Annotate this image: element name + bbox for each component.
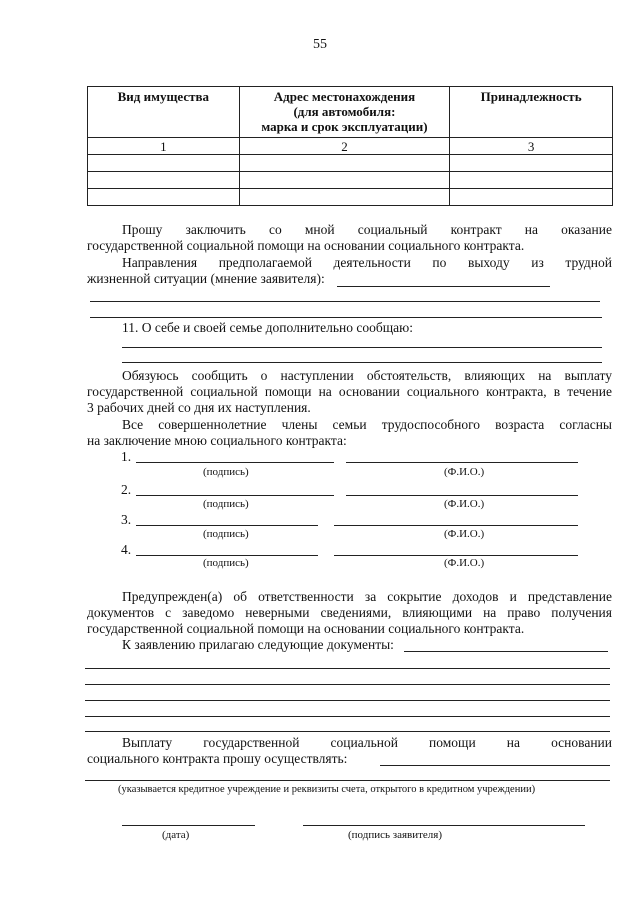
table-row [88, 172, 613, 189]
table-number-row [88, 138, 613, 155]
attach-label: К заявлению прилагаю следующие документы: [122, 637, 394, 652]
signature-number: 1. [121, 449, 132, 464]
directions-fill-line [90, 317, 602, 318]
table-header-row [88, 87, 613, 138]
attach-fill-line [85, 668, 610, 669]
fio-caption: (Ф.И.О.) [444, 528, 485, 540]
header-address-line: марка и срок эксплуатации) [261, 119, 428, 134]
signature-line [136, 462, 334, 463]
directions-line: жизненной ситуации (мнение заявителя): [87, 271, 325, 286]
directions-fill-line [90, 301, 600, 302]
attach-fill-line [85, 716, 610, 717]
attach-fill-line [85, 731, 610, 732]
members-line: Все совершеннолетние члены семьи трудоспособного возраста согласны [122, 417, 612, 432]
applicant-signature-line [303, 825, 585, 826]
attach-fill-line [85, 684, 610, 685]
warning-line: документов с заведомо неверными сведениями, влияющими на право получения [87, 605, 612, 620]
fio-caption: (Ф.И.О.) [444, 498, 485, 510]
fio-caption: (Ф.И.О.) [444, 466, 485, 478]
about-family-label: 11. О себе и своей семье дополнительно сообщаю: [122, 320, 413, 335]
payment-line: социального контракта прошу осуществлять: [87, 751, 348, 766]
signature-caption: (подпись) [203, 557, 249, 569]
signature-number: 2. [121, 482, 132, 497]
payment-fill-line [380, 765, 610, 766]
date-line [122, 825, 255, 826]
about-family-fill-line [122, 362, 602, 363]
attach-fill-line [85, 700, 610, 701]
signature-caption: (подпись) [203, 498, 249, 510]
header-address [239, 87, 450, 138]
members-line: на заключение мною социального контракта: [87, 433, 347, 448]
bank-caption: (указывается кредитное учреждение и реквизиты счета, открытого в кредитном учреждении) [118, 784, 536, 795]
signature-line [136, 495, 334, 496]
table-row [88, 189, 613, 206]
contract-request-line: государственной социальной помощи на основании социального контракта. [87, 238, 525, 253]
signature-caption: (подпись) [203, 466, 249, 478]
fio-line [346, 495, 578, 496]
signature-number: 3. [121, 512, 132, 527]
col-number: 3 [450, 138, 613, 155]
table-row [88, 155, 613, 172]
payment-fill-line [85, 780, 610, 781]
col-number: 2 [239, 138, 450, 155]
contract-request-line: Прошу заключить со мной социальный контракт на оказание [122, 222, 612, 237]
signature-number: 4. [121, 542, 132, 557]
obligation-line: государственной социальной помощи на основании социального контракта, в течение [87, 384, 612, 399]
obligation-line: 3 рабочих дней со дня их наступления. [87, 400, 311, 415]
property-table [87, 86, 613, 206]
fio-line [334, 555, 578, 556]
about-family-fill-line [122, 347, 602, 348]
payment-line: Выплату государственной социальной помощи на основании [122, 735, 612, 750]
header-address-line: Адрес местонахождения [273, 89, 416, 104]
date-caption: (дата) [162, 829, 190, 841]
obligation-line: Обязуюсь сообщить о наступлении обстоятельств, влияющих на выплату [122, 368, 612, 383]
header-ownership: Принадлежность [450, 87, 613, 138]
warning-line: Предупрежден(а) об ответственности за сокрытие доходов и представление [122, 589, 612, 604]
directions-fill-line [337, 286, 550, 287]
col-number: 1 [88, 138, 240, 155]
signature-line [136, 555, 318, 556]
fio-line [346, 462, 578, 463]
signature-line [136, 525, 318, 526]
header-property-type: Вид имущества [88, 87, 240, 138]
header-address-line: (для автомобиля: [293, 104, 396, 119]
page-number: 55 [313, 37, 327, 52]
signature-caption: (подпись) [203, 528, 249, 540]
applicant-signature-caption: (подпись заявителя) [348, 829, 443, 841]
fio-line [334, 525, 578, 526]
warning-line: государственной социальной помощи на основании социального контракта. [87, 621, 525, 636]
directions-line: Направления предполагаемой деятельности по выходу из трудной [122, 255, 612, 270]
attach-fill-line [404, 651, 608, 652]
fio-caption: (Ф.И.О.) [444, 557, 485, 569]
